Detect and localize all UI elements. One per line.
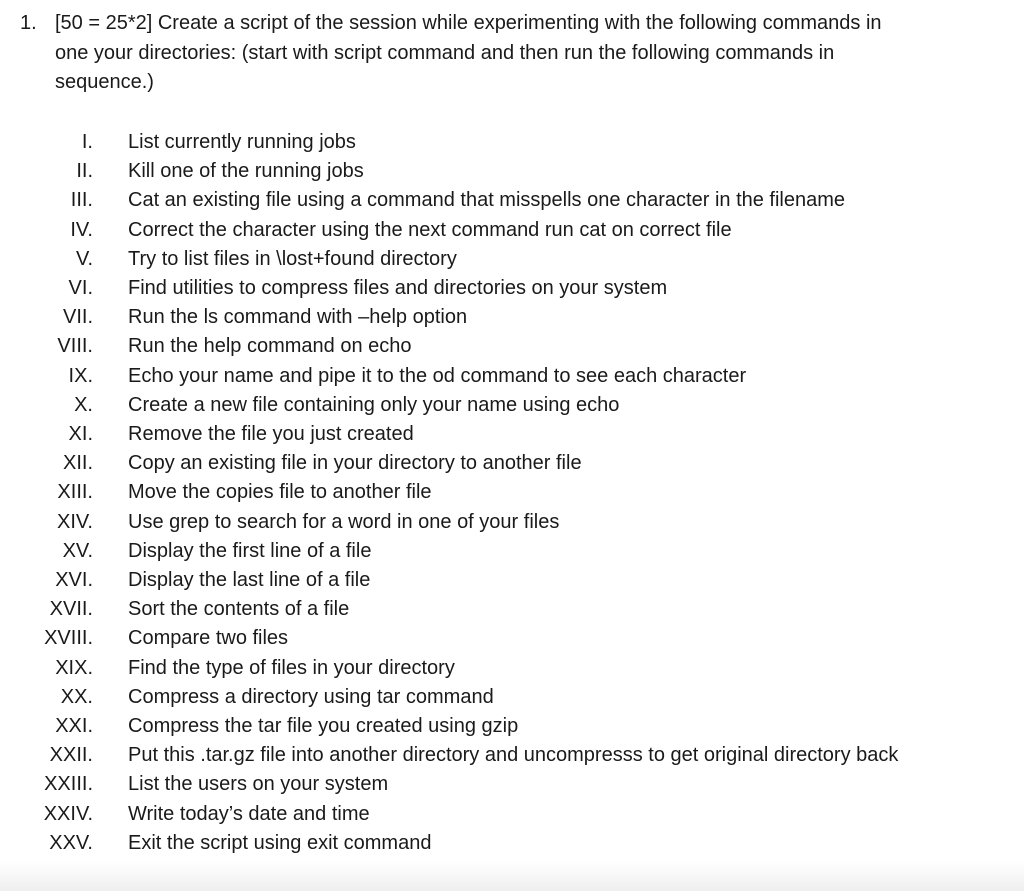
step-item — [0, 654, 1024, 683]
step-text: Remove the file you just created — [128, 423, 414, 446]
step-item — [0, 274, 1024, 303]
step-number: VII. — [62, 306, 93, 329]
bottom-shadow — [0, 861, 1024, 891]
step-number: XVII. — [49, 598, 93, 621]
step-text: Put this .tar.gz file into another directory and uncompresss to get original directory back — [128, 744, 899, 767]
step-number: I. — [81, 131, 93, 153]
step-number: XXIII. — [44, 773, 93, 796]
step-number: XI. — [68, 423, 93, 446]
step-number: V. — [75, 247, 93, 270]
step-text: Create a new file containing only your name using echo — [128, 393, 620, 416]
question-number: 1. — [20, 12, 37, 34]
step-list — [0, 128, 1024, 858]
step-text: Compress a directory using tar command — [128, 685, 494, 708]
step-item — [0, 566, 1024, 595]
step-item — [0, 800, 1024, 829]
step-item — [0, 595, 1024, 624]
step-number: XX. — [60, 685, 93, 708]
step-number: X. — [74, 393, 93, 416]
step-number: XVIII. — [44, 627, 93, 650]
step-text: Compress the tar file you created using gzip — [128, 715, 519, 738]
step-number: XII. — [62, 452, 93, 475]
step-text: Find utilities to compress files and directories on your system — [128, 277, 668, 300]
step-text: Compare two files — [128, 627, 289, 650]
step-item — [0, 128, 1024, 157]
step-text: Echo your name and pipe it to the od command to see each character — [128, 364, 747, 387]
step-text: Try to list files in \lost+found directory — [128, 247, 457, 270]
step-item — [0, 537, 1024, 566]
step-text: Exit the script using exit command — [128, 831, 432, 854]
step-item — [0, 624, 1024, 653]
step-item — [0, 449, 1024, 478]
step-number: XXI. — [55, 715, 93, 738]
step-number: IX. — [68, 364, 93, 387]
step-item — [0, 420, 1024, 449]
step-text: Sort the contents of a file — [128, 598, 350, 621]
step-text: Kill one of the running jobs — [128, 160, 364, 183]
step-item — [0, 391, 1024, 420]
step-text: Copy an existing file in your directory to another file — [128, 452, 582, 475]
step-text: Move the copies file to another file — [128, 481, 432, 504]
step-number: XIII. — [57, 481, 93, 504]
step-number: XV. — [62, 539, 93, 562]
step-item — [0, 332, 1024, 361]
step-item — [0, 741, 1024, 770]
step-number: XXII. — [49, 744, 93, 767]
step-item — [0, 362, 1024, 391]
step-text: Cat an existing file using a command that misspells one character in the filename — [128, 189, 846, 212]
step-item — [0, 216, 1024, 245]
step-number: XIX. — [55, 656, 93, 679]
question-text: [50 = 25*2] Create a script of the session while experimenting with the following commands in one your directories: (start with script command and then run the following commands in sequence.) — [55, 12, 882, 93]
step-item — [0, 770, 1024, 799]
step-number: VIII. — [57, 335, 93, 358]
step-item — [0, 829, 1024, 858]
step-item — [0, 245, 1024, 274]
step-number: VI. — [68, 277, 93, 300]
step-text: Write today’s date and time — [128, 802, 370, 825]
step-text: Use grep to search for a word in one of your files — [128, 510, 560, 533]
step-item — [0, 508, 1024, 537]
step-number: IV. — [70, 218, 93, 241]
step-text: List the users on your system — [128, 773, 389, 796]
step-item — [0, 683, 1024, 712]
step-text: Find the type of files in your directory — [128, 656, 455, 679]
step-item — [0, 303, 1024, 332]
step-item — [0, 712, 1024, 741]
step-text: Run the help command on echo — [128, 335, 412, 358]
step-number: XIV. — [57, 510, 93, 533]
step-text: Correct the character using the next command run cat on correct file — [128, 218, 732, 241]
step-number: XVI. — [55, 569, 93, 592]
step-text: Display the first line of a file — [128, 539, 372, 562]
step-number: XXIV. — [43, 802, 93, 825]
step-item — [0, 186, 1024, 215]
step-number: XXV. — [49, 831, 93, 854]
step-item — [0, 478, 1024, 507]
step-text: Display the last line of a file — [128, 569, 371, 592]
step-text: Run the ls command with –help option — [128, 306, 468, 329]
step-item — [0, 157, 1024, 186]
step-number: II. — [76, 160, 93, 183]
step-text: List currently running jobs — [128, 131, 356, 153]
step-number: III. — [70, 189, 93, 212]
